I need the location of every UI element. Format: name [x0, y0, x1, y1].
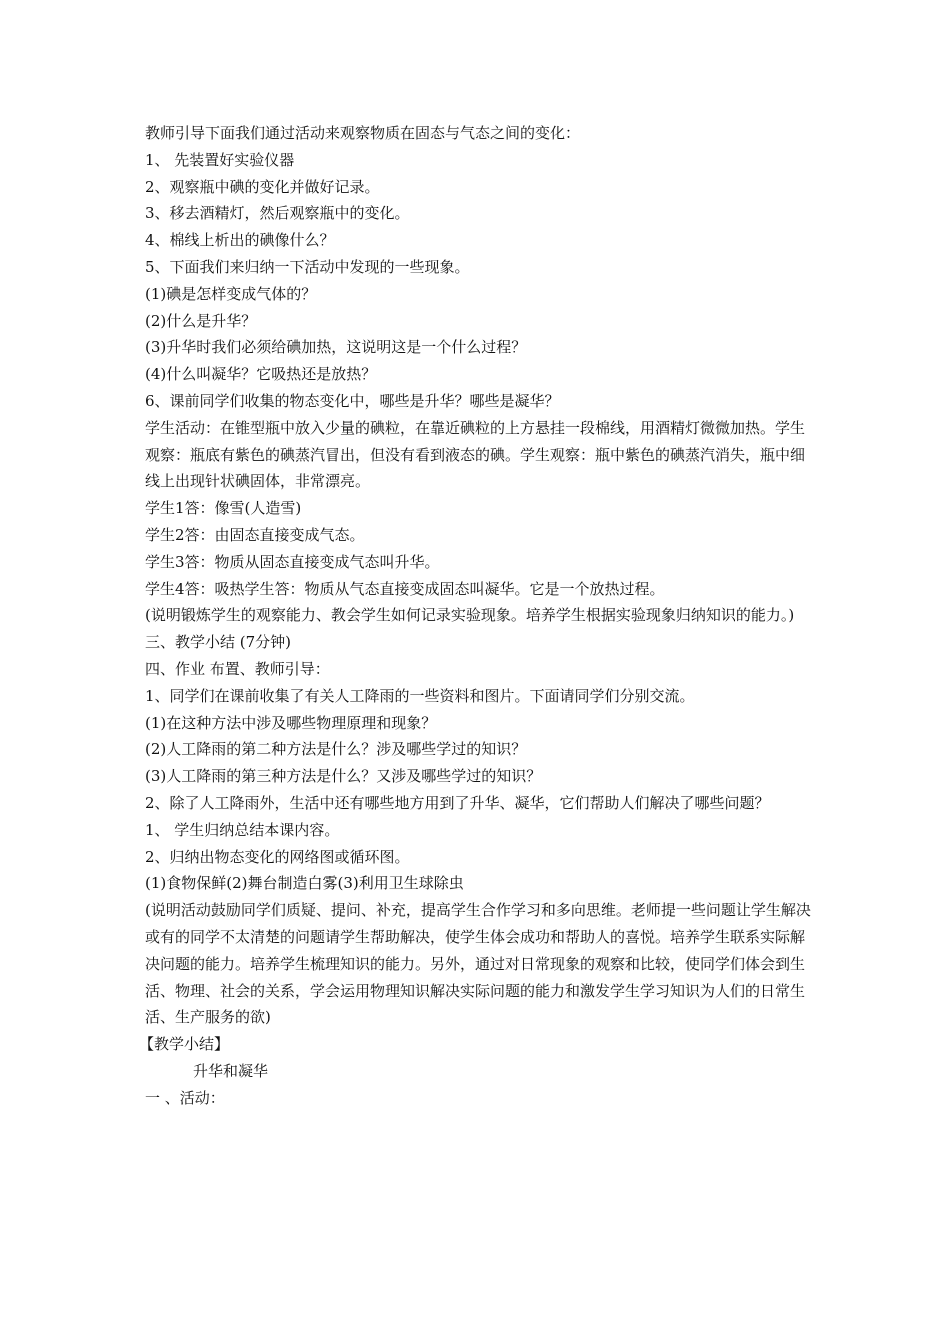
homework-item-2: 2、除了人工降雨外，生活中还有哪些地方用到了升华、凝华，它们帮助人们解决了哪些问题？ — [145, 793, 770, 812]
step-6: 6、课前同学们收集的物态变化中，哪些是升华？哪些是凝华？ — [145, 391, 560, 410]
step-5: 5、下面我们来归纳一下活动中发现的一些现象。 — [145, 257, 470, 276]
question-3: (3)升华时我们必须给碘加热，这说明这是一个什么过程？ — [145, 338, 527, 357]
summary-item-3: (1)食物保鲜(2)舞台制造白雾(3)利用卫生球除虫 — [145, 874, 464, 893]
note-paragraph-2: (说明活动鼓励同学们质疑、提问、补充，提高学生合作学习和多向思维。老师提一些问题让学生解决或有的同学不太清楚的问题请学生帮助解决，使学生体会成功和帮助人的喜悦。培养学生联系实际解决问题的能力。培养学生梳理知识的能力。另外，通过对日常现象的观察和比较，使同学们体会到生活、物理、社会的关系，学会运用物理知识解决实际问题的能力和激发学生学习知识为人们的日常生活、生产服务的欲) — [145, 901, 811, 1027]
summary-title: 升华和凝华 — [193, 1061, 269, 1080]
summary-item-1: 1、 学生归纳总结本课内容。 — [145, 820, 340, 839]
homework-item-1: 1、同学们在课前收集了有关人工降雨的一些资料和图片。下面请同学们分别交流。 — [145, 686, 695, 705]
student-answer-4: 学生4答：吸热学生答：物质从气态直接变成固态叫凝华。它是一个放热过程。 — [145, 579, 665, 598]
step-1: 1、 先装置好实验仪器 — [145, 150, 295, 169]
student-activity-paragraph: 学生活动：在锥型瓶中放入少量的碘粒，在靠近碘粒的上方悬挂一段棉线，用酒精灯微微加热。学生观察：瓶底有紫色的碘蒸汽冒出，但没有看到液态的碘。学生观察：瓶中紫色的碘蒸汽消失，瓶中细线上出现针状碘固体，非常漂亮。 — [145, 418, 806, 491]
homework-subitem-1: (1)在这种方法中涉及哪些物理原理和现象？ — [145, 713, 437, 732]
section-heading-4: 四、作业 布置、教师引导： — [145, 659, 330, 678]
student-answer-2: 学生2答：由固态直接变成气态。 — [145, 525, 365, 544]
step-3: 3、移去酒精灯，然后观察瓶中的变化。 — [145, 204, 410, 223]
homework-subitem-3: (3)人工降雨的第三种方法是什么？又涉及哪些学过的知识？ — [145, 767, 542, 786]
step-2: 2、观察瓶中碘的变化并做好记录。 — [145, 177, 380, 196]
document-body — [139, 120, 815, 1111]
section-heading-3: 三、教学小结 (7分钟) — [145, 633, 292, 652]
homework-subitem-2: (2)人工降雨的第二种方法是什么？涉及哪些学过的知识？ — [145, 740, 527, 759]
question-4: (4)什么叫凝华？它吸热还是放热？ — [145, 365, 377, 384]
question-2: (2)什么是升华？ — [145, 311, 257, 330]
summary-heading: 【教学小结】 — [139, 1035, 230, 1054]
activity-heading: 一 、活动： — [145, 1088, 225, 1107]
paragraph-intro: 教师引导下面我们通过活动来观察物质在固态与气态之间的变化： — [145, 124, 581, 142]
summary-item-2: 2、归纳出物态变化的网络图或循环图。 — [145, 847, 410, 866]
student-answer-1: 学生1答：像雪(人造雪) — [145, 499, 302, 518]
step-4: 4、棉线上析出的碘像什么？ — [145, 231, 335, 250]
note-paragraph-1: (说明锻炼学生的观察能力、教会学生如何记录实验现象。培养学生根据实验现象归纳知识的能力。) — [145, 606, 795, 625]
student-answer-3: 学生3答：物质从固态直接变成气态叫升华。 — [145, 552, 440, 571]
question-1: (1)碘是怎样变成气体的？ — [145, 284, 317, 303]
